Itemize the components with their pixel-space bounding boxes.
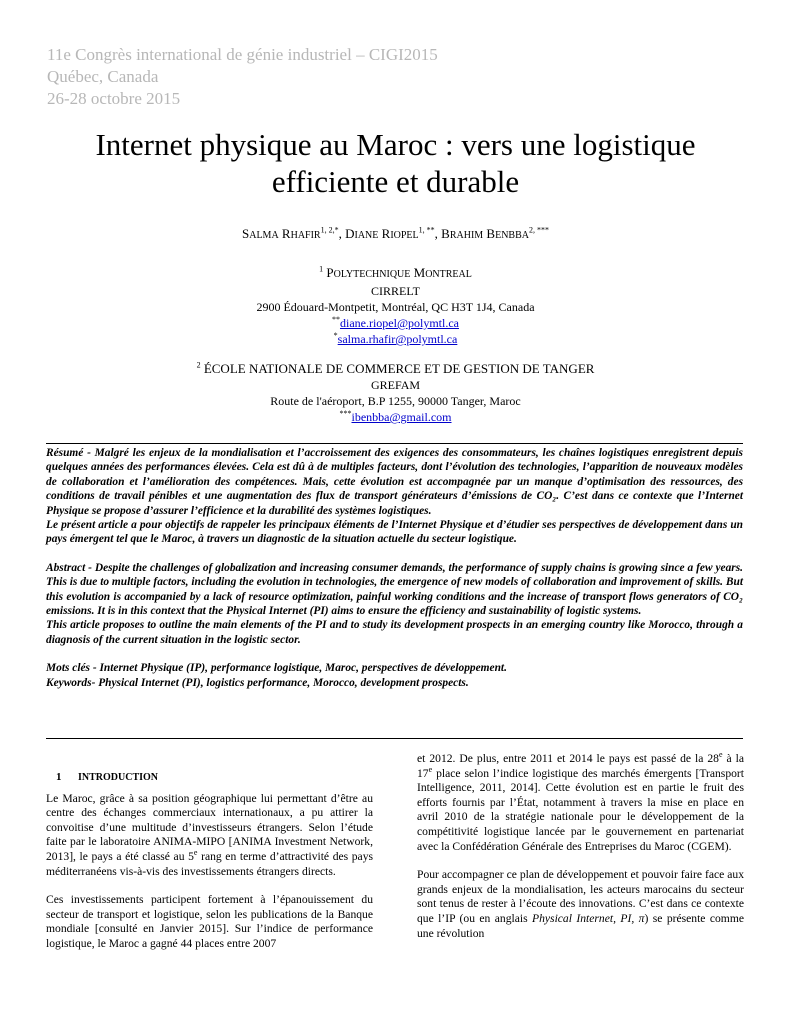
conference-name: 11e Congrès international de génie industriel – CIGI2015 bbox=[47, 45, 438, 64]
author-1: SALMA $RHAFIR^{1, 2,*}$ bbox=[241, 225, 339, 241]
abstract-block bbox=[46, 446, 743, 690]
affiliation-1-email-1: **diane.riopel@polymtl.ca bbox=[331, 315, 459, 330]
right-column bbox=[417, 752, 744, 941]
paper-title bbox=[40, 126, 751, 200]
right-paragraph-2: Pour accompagner ce plan de développement et pouvoir faire face aux grands enjeux de la mondialisation, les acteurs marocains du secteur sont tenus de rester à l’écoute des innovations. C’est dans ce contexte que l’IP (ou en anglais Physical Internet, PI, π) se présente comme une révolution bbox=[417, 868, 744, 940]
affiliation-2-email: ***ibenbba@gmail.com bbox=[339, 409, 452, 424]
resume-paragraph-2: Le présent article a pour objectifs de rappeler les principaux éléments de l’Internet Physique et d’étudier ses perspectives de développement dans un pays émergent tel que le Maroc, à travers un diagnostic de la situation actuelle du secteur logistique. bbox=[46, 519, 743, 546]
author-2: DIANE $RIOPEL^{1, **}$ bbox=[345, 225, 435, 241]
affiliation-1-address: 2900 Édouard-Montpetit, Montréal, QC H3T 1J4, Canada bbox=[256, 300, 535, 314]
keywords-fr: Mots clés - Internet Physique (IP), performance logistique, Maroc, perspectives de développement. bbox=[46, 662, 507, 675]
spacer bbox=[46, 547, 743, 561]
abstract-bottom-rule bbox=[46, 738, 743, 739]
left-column bbox=[46, 770, 373, 952]
conference-location: Québec, Canada bbox=[47, 67, 159, 86]
abstract-paragraph-1: Abstract - Despite the challenges of globalization and increasing consumer demands, the performance of supply chains is growing since a few years. This is due to multiple factors, including the evolution in technologies, the emergence of new models of collaboration and improvement of skills. But this evolution is accompanied by a lack of resource optimization, painful working conditions and the increase of transport flows generators of CO₂ emissions. It is in this context that the Physical Internet (PI) aims to ensure the efficiency and sustainability of logistic systems. bbox=[46, 561, 743, 618]
spacer bbox=[417, 854, 744, 868]
author-3: BRAHIM $BENBBA^{2, ***}$ bbox=[441, 225, 549, 241]
abstract-paragraph-2: This article proposes to outline the main elements of the PI and to study its development prospects in an emerging country like Morocco, through a diagnosis of the current situation in the logistic sector. bbox=[46, 619, 743, 646]
right-paragraph-1: et 2012. De plus, entre 2011 et 2014 le pays est passé de la 28e à la 17e place selon l’indice logistique des marchés émergents [Transport Intelligence, 2011, 2014]. Cette évolution est en partie le fruit des efforts fournis par l’État, notamment à travers la mise en place en avril 2010 de la stratégie nationale pour le développement de la compétitivité logistique lancée par le gouvernement en partenariat avec la Confédération Générale des Entreprises du Maroc (CGEM). bbox=[417, 750, 744, 853]
affiliation-1-email-2: *salma.rhafir@polymtl.ca bbox=[333, 331, 458, 346]
intro-paragraph-2: Ces investissements participent fortement à l’épanouissement du secteur de transport et logistique, selon les publications de la Banque mondiale [consulté en Janvier 2015]. Sur l’indice de performance logistique, le Maroc a gagné 44 places entre 2007 bbox=[46, 893, 373, 950]
email-link-riopel[interactable]: diane.riopel@polymtl.ca bbox=[339, 316, 459, 330]
spacer bbox=[46, 879, 373, 893]
affiliation-1-name: $^1$ POLYTECHNIQUE MONTREAL bbox=[319, 264, 472, 280]
paper-title-line1: Internet physique au Maroc : vers une logistique bbox=[95, 127, 696, 162]
affiliation-2-dept: GREFAM bbox=[370, 378, 421, 392]
conference-header bbox=[47, 44, 438, 110]
section-number: 1 bbox=[56, 771, 62, 783]
spacer bbox=[46, 647, 743, 661]
email-link-rhafir[interactable]: salma.rhafir@polymtl.ca bbox=[337, 332, 458, 346]
paper-title-line2: efficiente et durable bbox=[271, 164, 520, 199]
intro-paragraph-1: Le Maroc, grâce à sa position géographique lui permettant d’être au centre des échanges commerciaux internationaux, a pu attirer la convoitise d’une multitude d’investisseurs étrangers. Selon l’étude faite par le laboratoire ANIMA-MIPO [ANIMA Investment Network, 2013], le pays a été classé au 5e rang en terme d’attractivité des pays méditerranéens vis-à-vis des investissements étrangers directs. bbox=[46, 791, 374, 878]
section-heading-introduction bbox=[46, 770, 373, 786]
affiliation-2-address: Route de l'aéroport, B.P 1255, 90000 Tanger, Maroc bbox=[270, 394, 521, 408]
affiliation-2-name: $^2$ ÉCOLE NATIONALE DE COMMERCE ET DE GESTION DE TANGER bbox=[196, 360, 595, 376]
email-link-benbba[interactable]: ibenbba@gmail.com bbox=[351, 410, 452, 424]
affiliation-1 bbox=[0, 265, 791, 347]
resume-paragraph-1: Résumé - Malgré les enjeux de la mondialisation et l’accroissement des exigences des consommateurs, les chaînes logistiques enregistrent depuis quelques années des performances élevées. Cela est dû à de multiples facteurs, dont l’évolution des technologies, l’apparition de nouveaux modèles de collaboration et l’amélioration des compétences. Mais, cette évolution est accompagnée par un manque d’optimisation des ressources, des conditions de travail pénibles et une augmentation des flux de transport générateurs d’émissions de CO₂. C’est dans ce contexte que l’Internet Physique se propose d’assurer l’efficience et la durabilité des systèmes logistiques. bbox=[46, 447, 743, 517]
affiliation-2 bbox=[0, 361, 791, 425]
affiliation-1-dept: CIRRELT bbox=[371, 284, 420, 298]
author-list: SALMA $RHAFIR^{1, 2,*}$, DIANE $RIOPEL^{1, **}$, BRAHIM $BENBBA^{2, ***}$ bbox=[241, 225, 549, 241]
conference-dates: 26-28 octobre 2015 bbox=[47, 89, 181, 108]
keywords-en: Keywords- Physical Internet (PI), logistics performance, Morocco, development prospects. bbox=[46, 676, 469, 689]
section-title: INTRODUCTION bbox=[78, 772, 159, 783]
abstract-top-rule bbox=[46, 443, 743, 444]
